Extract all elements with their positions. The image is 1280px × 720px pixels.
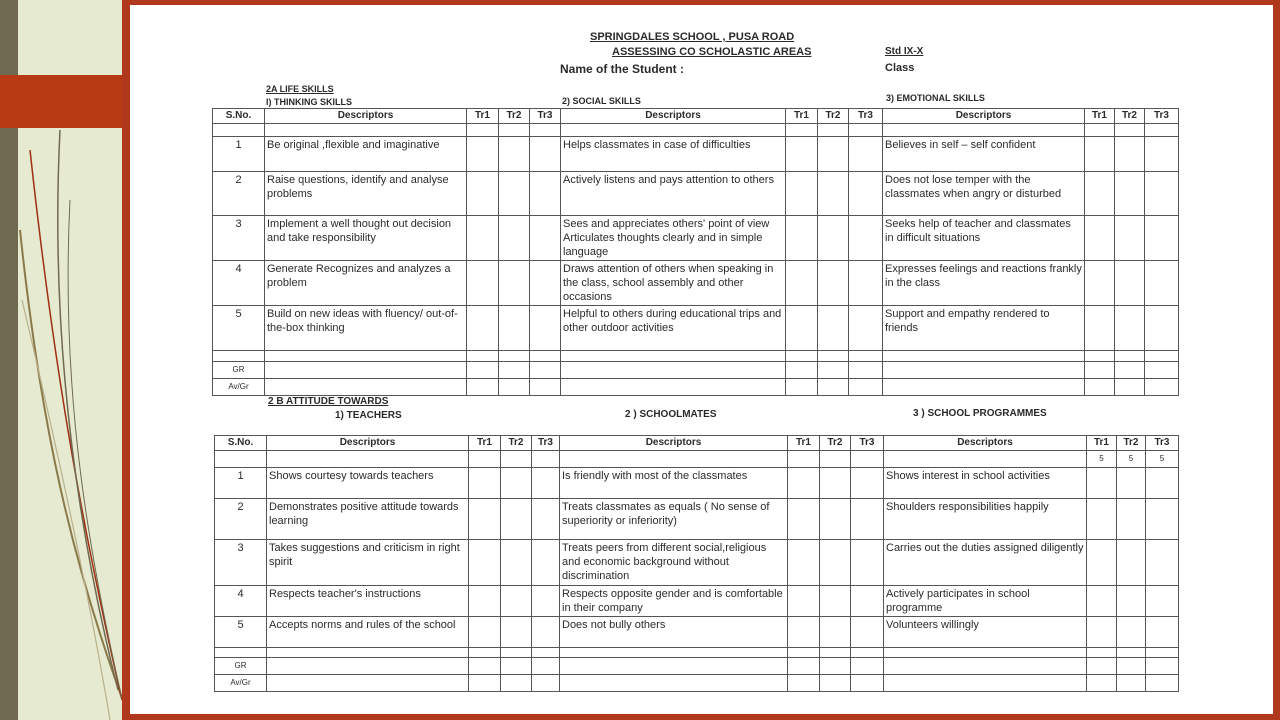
teachers-item-2: Demonstrates positive attitude towards learning (267, 499, 469, 540)
social-item-3: Sees and appreciates others' point of view Articulates thoughts clearly and in simple language (561, 216, 786, 261)
social-tr2-header: Tr2 (818, 109, 849, 124)
thinking-item-5: Build on new ideas with fluency/ out-of-the-box thinking (265, 306, 467, 351)
teachers-item-1: Shows courtesy towards teachers (267, 468, 469, 499)
schoolmates-item-4: Respects opposite gender and is comfortable in their company (560, 586, 788, 617)
school-name: SPRINGDALES SCHOOL , PUSA ROAD (590, 31, 795, 43)
teachers-descriptors-header: Descriptors (267, 436, 469, 451)
max-mark: 5 (1117, 451, 1146, 468)
social-skills-title: 2) SOCIAL SKILLS (562, 96, 641, 106)
emotional-tr3-header: Tr3 (1145, 109, 1179, 124)
social-descriptors-header: Descriptors (561, 109, 786, 124)
teachers-tr1-header: Tr1 (469, 436, 501, 451)
programmes-item-4: Actively participates in school programme (884, 586, 1087, 617)
social-item-4: Draws attention of others when speaking in the class, school assembly and other occasions (561, 261, 786, 306)
thinking-tr3-header: Tr3 (530, 109, 561, 124)
table-row: 4 Generate Recognizes and analyzes a problem Draws attention of others when speaking in the class, school assembly and other occasions Expresses feelings and reactions frankly in the class (213, 261, 1179, 306)
programmes-item-1: Shows interest in school activities (884, 468, 1087, 499)
table-row: 2 Raise questions, identify and analyse problems Actively listens and pays attention to others Does not lose temper with the classmates when angry or disturbed (213, 172, 1179, 216)
max-mark: 5 (1087, 451, 1117, 468)
emotional-item-3: Seeks help of teacher and classmates in difficult situations (883, 216, 1085, 261)
thinking-descriptors-header: Descriptors (265, 109, 467, 124)
table-row: 5 Accepts norms and rules of the school Does not bully others Volunteers willingly (215, 617, 1179, 648)
schoolmates-item-5: Does not bully others (560, 617, 788, 648)
scanned-document (130, 5, 1273, 714)
table-row: 3 Takes suggestions and criticism in right spirit Treats peers from different social,religious and economic background without discrimination Carries out the duties assigned diligently (215, 540, 1179, 586)
sno-header: S.No. (215, 436, 267, 451)
table-row (213, 351, 1179, 362)
class-label: Class (885, 62, 915, 74)
table-row (215, 648, 1179, 658)
teachers-item-5: Accepts norms and rules of the school (267, 617, 469, 648)
thinking-item-3: Implement a well thought out decision and take responsibility (265, 216, 467, 261)
gr-label: GR (215, 658, 267, 675)
schoolmates-item-2: Treats classmates as equals ( No sense of superiority or inferiority) (560, 499, 788, 540)
table-row: 2 Demonstrates positive attitude towards learning Treats classmates as equals ( No sense of superiority or inferiority) Shoulders responsibilities happily (215, 499, 1179, 540)
teachers-tr3-header: Tr3 (532, 436, 560, 451)
schoolmates-tr1-header: Tr1 (788, 436, 820, 451)
emotional-tr1-header: Tr1 (1085, 109, 1115, 124)
schoolmates-item-1: Is friendly with most of the classmates (560, 468, 788, 499)
table-row: 1 Be original ,flexible and imaginative Helps classmates in case of difficulties Believes in self – self confident (213, 137, 1179, 172)
avgr-label: Av/Gr (215, 675, 267, 692)
teachers-title: 1) TEACHERS (335, 410, 402, 421)
table-row: 3 Implement a well thought out decision and take responsibility Sees and appreciates others' point of view Articulates thoughts clearly and in simple language Seeks help of teacher and classmates in difficult situations (213, 216, 1179, 261)
programmes-item-2: Shoulders responsibilities happily (884, 499, 1087, 540)
teachers-item-4: Respects teacher's instructions (267, 586, 469, 617)
avgr-label: Av/Gr (213, 379, 265, 396)
table-row (213, 124, 1179, 137)
max-marks-row (215, 451, 1179, 468)
avgr-row (215, 675, 1179, 692)
std-label: Std IX-X (885, 46, 924, 57)
thinking-tr1-header: Tr1 (467, 109, 499, 124)
attitude-towards-title: 2 B ATTITUDE TOWARDS (268, 396, 389, 407)
gr-row (215, 658, 1179, 675)
programmes-tr2-header: Tr2 (1117, 436, 1146, 451)
emotional-item-4: Expresses feelings and reactions frankly in the class (883, 261, 1085, 306)
emotional-descriptors-header: Descriptors (883, 109, 1085, 124)
avgr-row (213, 379, 1179, 396)
emotional-item-2: Does not lose temper with the classmates when angry or disturbed (883, 172, 1085, 216)
life-skills-table (212, 108, 1179, 396)
programmes-item-3: Carries out the duties assigned diligently (884, 540, 1087, 586)
emotional-item-5: Support and empathy rendered to friends (883, 306, 1085, 351)
social-item-1: Helps classmates in case of difficulties (561, 137, 786, 172)
social-item-5: Helpful to others during educational trips and other outdoor activities (561, 306, 786, 351)
school-programmes-title: 3 ) SCHOOL PROGRAMMES (913, 408, 1047, 419)
gr-label: GR (213, 362, 265, 379)
schoolmates-title: 2 ) SCHOOLMATES (625, 409, 717, 420)
max-mark: 5 (1146, 451, 1179, 468)
emotional-skills-title: 3) EMOTIONAL SKILLS (886, 93, 985, 103)
programmes-descriptors-header: Descriptors (884, 436, 1087, 451)
social-item-2: Actively listens and pays attention to others (561, 172, 786, 216)
schoolmates-tr3-header: Tr3 (851, 436, 884, 451)
thinking-item-1: Be original ,flexible and imaginative (265, 137, 467, 172)
student-name-label: Name of the Student : (560, 62, 685, 76)
programmes-item-5: Volunteers willingly (884, 617, 1087, 648)
table-row: 4 Respects teacher's instructions Respects opposite gender and is comfortable in their company Actively participates in school programme (215, 586, 1179, 617)
schoolmates-descriptors-header: Descriptors (560, 436, 788, 451)
decorative-swoosh-lines (0, 0, 130, 720)
social-tr3-header: Tr3 (849, 109, 883, 124)
schoolmates-tr2-header: Tr2 (820, 436, 851, 451)
thinking-skills-title: I) THINKING SKILLS (266, 97, 352, 107)
table-row: 5 Build on new ideas with fluency/ out-of-the-box thinking Helpful to others during educational trips and other outdoor activities Support and empathy rendered to friends (213, 306, 1179, 351)
attitude-table (214, 435, 1179, 692)
form-title: ASSESSING CO SCHOLASTIC AREAS (612, 46, 812, 58)
table-row: 1 Shows courtesy towards teachers Is friendly with most of the classmates Shows interest in school activities (215, 468, 1179, 499)
sno-header: S.No. (213, 109, 265, 124)
emotional-item-1: Believes in self – self confident (883, 137, 1085, 172)
teachers-tr2-header: Tr2 (501, 436, 532, 451)
thinking-tr2-header: Tr2 (499, 109, 530, 124)
thinking-item-4: Generate Recognizes and analyzes a problem (265, 261, 467, 306)
gr-row (213, 362, 1179, 379)
schoolmates-item-3: Treats peers from different social,religious and economic background without discrimination (560, 540, 788, 586)
thinking-item-2: Raise questions, identify and analyse problems (265, 172, 467, 216)
emotional-tr2-header: Tr2 (1115, 109, 1145, 124)
social-tr1-header: Tr1 (786, 109, 818, 124)
life-skills-title: 2A LIFE SKILLS (266, 84, 334, 94)
teachers-item-3: Takes suggestions and criticism in right spirit (267, 540, 469, 586)
programmes-tr1-header: Tr1 (1087, 436, 1117, 451)
programmes-tr3-header: Tr3 (1146, 436, 1179, 451)
